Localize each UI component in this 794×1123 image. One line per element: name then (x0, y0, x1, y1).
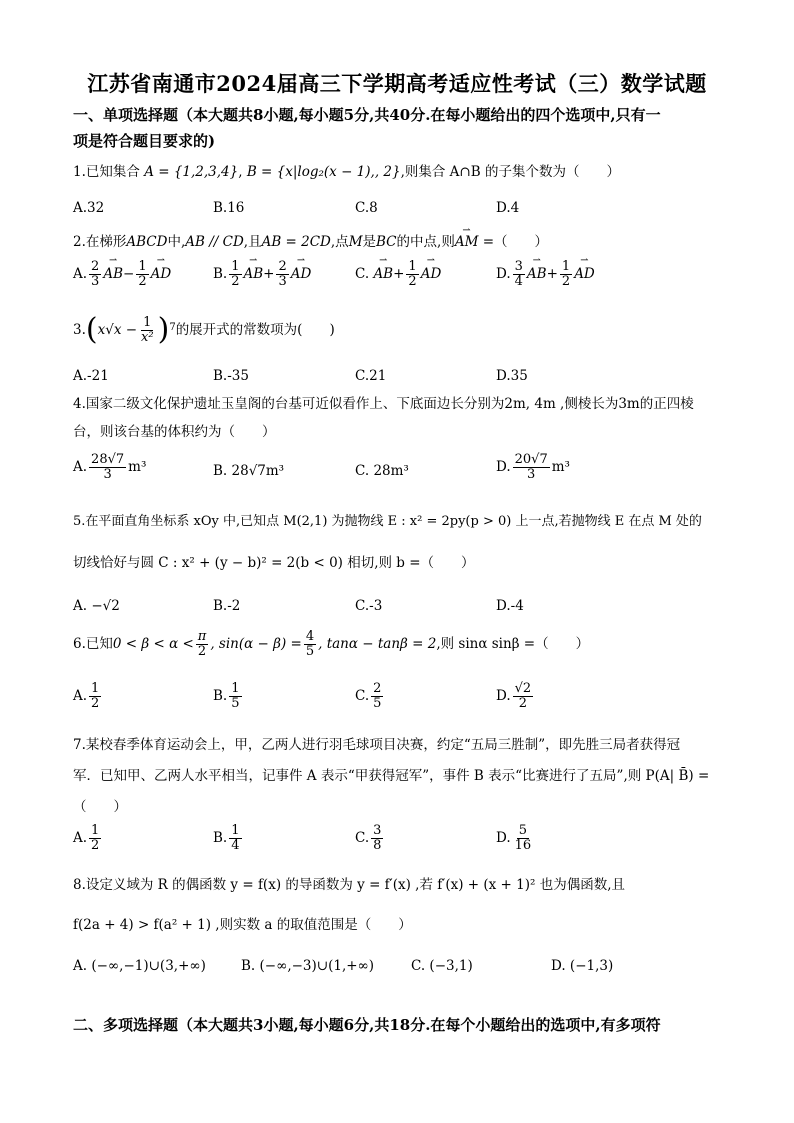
q1-option-a[interactable]: A.32 (73, 200, 105, 216)
q1-option-c[interactable]: C.8 (355, 200, 378, 216)
section1-heading (73, 102, 723, 154)
question-1-stem: 1.已知集合 A = {1,2,3,4}, B = {x|log₂(x − 1),, 2},则集合 A∩B 的子集个数为（ ） (73, 164, 620, 180)
q6-option-b[interactable]: B. $\frac{1}{5}$ (213, 681, 240, 711)
q3-option-a[interactable]: A.-21 (73, 368, 109, 384)
q7-option-d[interactable]: D. $\frac{5}{16}$ (496, 823, 532, 853)
q7-option-c[interactable]: C. $\frac{3}{8}$ (355, 823, 382, 853)
q5-option-b[interactable]: B.-2 (213, 598, 241, 614)
q5-option-a[interactable]: A. −√2 (73, 598, 120, 614)
question-4-options (73, 453, 723, 493)
q2-option-d[interactable]: D. $\frac{3}{4}$ ⇀ AB + $\frac{1}{2}$ ⇀ AD (496, 260, 595, 288)
question-6-options (73, 682, 723, 722)
q3-option-d[interactable]: D.35 (496, 368, 528, 384)
q4-option-a[interactable]: A. $\frac{28√7}{3}$ m³ (73, 452, 147, 482)
q7-option-a[interactable]: A. $\frac{1}{2}$ (73, 823, 100, 853)
q3-option-b[interactable]: B.-35 (213, 368, 249, 384)
q3-option-c[interactable]: C.21 (355, 368, 387, 384)
q6-option-c[interactable]: C. $\frac{2}{5}$ (355, 681, 382, 711)
question-5-line1: 5.在平面直角坐标系 xOy 中,已知点 M(2,1) 为抛物线 E : x² = 2py(p > 0) 上一点,若抛物线 E 在点 M 处的 (73, 514, 702, 529)
q6-option-a[interactable]: A. $\frac{1}{2}$ (73, 681, 100, 711)
question-8-options (73, 958, 723, 998)
q8-option-c[interactable]: C. (−3,1) (411, 958, 473, 974)
question-8-line2: f(2a + 4) > f(a² + 1) ,则实数 a 的取值范围是（ ） (73, 917, 412, 933)
q2-option-c[interactable]: C. ⇀ AB + $\frac{1}{2}$ ⇀ AD (355, 260, 441, 288)
section1-line2: 项是符合题目要求的) (73, 132, 216, 150)
question-3-stem: 3. ( x√x − $\frac{1}{\text{x²}}$ ) 7 的展开式的常数项为( ) (73, 312, 335, 348)
q2-option-a[interactable]: A. $\frac{2}{3}$ ⇀ AB − $\frac{1}{2}$ ⇀ AD (73, 260, 171, 288)
q4-option-b[interactable]: B. 28√7m³ (213, 463, 285, 479)
section1-line1: 一、单项选择题（本大题共8小题,每小题5分,共40分.在每小题给出的四个选项中,只有一 (73, 106, 661, 124)
question-8-line1: 8.设定义域为 R 的偶函数 y = f(x) 的导函数为 y = f′(x) ,若 f′(x) + (x + 1)² 也为偶函数,且 (73, 877, 625, 893)
page-title: 江苏省南通市2024届高三下学期高考适应性考试（三）数学试题 (87, 71, 707, 96)
question-7-options (73, 824, 723, 864)
q6-option-d[interactable]: D. $\frac{√2}{2}$ (496, 681, 532, 711)
q5-option-c[interactable]: C.-3 (355, 598, 383, 614)
q4-option-c[interactable]: C. 28m³ (355, 463, 409, 479)
q1-option-d[interactable]: D.4 (496, 200, 520, 216)
q1-option-b[interactable]: B.16 (213, 200, 245, 216)
question-6-stem: 6.已知 0 < β < α < $\frac{\pi}{2}$ , sin(α − β) = $\frac{4}{5}$ , tanα − tanβ = 2 ,则 sinα sinβ =（ ） (73, 629, 590, 659)
q8-option-b[interactable]: B. (−∞,−3)∪(1,+∞) (241, 958, 375, 974)
q8-option-a[interactable]: A. (−∞,−1)∪(3,+∞) (73, 958, 206, 974)
question-4-stem: 4.国家二级文化保护遗址玉皇阁的台基可近似看作上、下底面边长分别为2m, 4m ,侧棱长为3m的正四棱 台，则该台基的体积约为（ ） (73, 396, 694, 440)
question-5-line2: 切线恰好与圆 C : x² + (y − b)² = 2(b < 0) 相切,则 b =（ ） (73, 555, 475, 571)
q4-option-d[interactable]: D. $\frac{20√7}{3}$ m³ (496, 452, 570, 482)
question-2-stem: 2.在梯形ABCD中,AB // CD,且AB = 2CD,点M是BC的中点,则⇀ AM =（ ） (73, 232, 723, 252)
question-2-options (73, 260, 723, 300)
q2-option-b[interactable]: B. $\frac{1}{2}$ ⇀ AB + $\frac{2}{3}$ ⇀ AD (213, 260, 311, 288)
q7-option-b[interactable]: B. $\frac{1}{4}$ (213, 823, 240, 853)
q8-option-d[interactable]: D. (−1,3) (551, 958, 614, 974)
question-7-stem: 7.某校春季体育运动会上，甲，乙两人进行羽毛球项目决赛，约定“五局三胜制”，即先胜三局者获得冠 军．已知甲、乙两人水平相当，记事件 A 表示“甲获得冠军”，事件 B 表示“比赛进行了五局”,则 P(A| B̄) = （ ） (73, 737, 710, 815)
section2-heading: 二、多项选择题（本大题共3小题,每小题6分,共18分.在每个小题给出的选项中,有多项符 (73, 1016, 661, 1034)
q5-option-d[interactable]: D.-4 (496, 598, 524, 614)
